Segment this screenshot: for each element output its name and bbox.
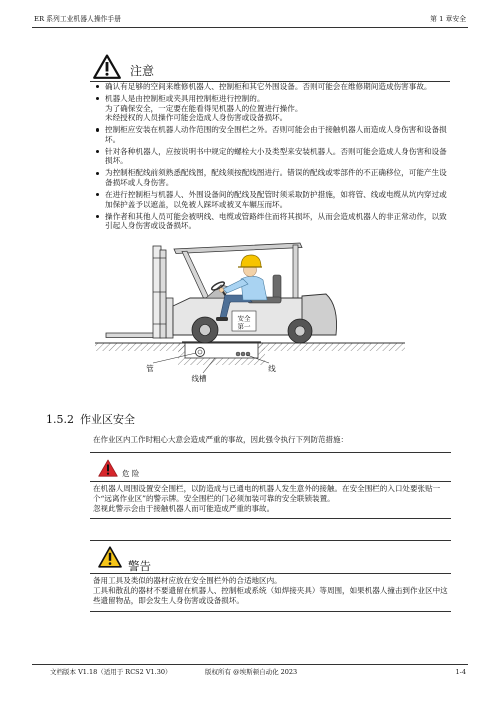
label-trench: 线槽 [191,374,207,383]
warning-bottom-rule [90,611,451,612]
danger-top-rule [90,452,451,453]
guard-rear-post [293,245,298,298]
list-item: 在进行控制柜与机器人、外围设备间的配线及配管时须采取防护措施，如将管、线或电缆从坑内穿过或加保护盖予以遮盖，以免被人踩坏或被叉车辗压而坏。 [95,190,450,209]
warning-title: 警告 [128,559,151,573]
footer-rule [32,664,468,665]
warning-paragraph: 工具和散乱的器材不要遗留在机器人、控制柜或系统（如焊接夹具）等周围，如果机器人撞击到作业区中这些遗留物品，即会发生人身伤害或设备损坏。 [93,586,448,605]
danger-paragraph: 在机器人周围设置安全围栏，以防造成与已通电的机器人发生意外的接触。在安全围栏的入口处要张贴一个“远离作业区”的警示牌。安全围栏的门必须加装可靠的安全联锁装置。 [93,484,441,503]
warning-triangle-icon [98,546,122,568]
driver-torso [241,276,267,300]
cable [236,352,240,356]
caution-list [95,82,450,233]
safety-sign-line2: 第一 [237,322,251,331]
footer-version: 文档版本 V1.18（适用于 RCS2 V1.30） [50,668,172,676]
list-item: 确认有足够的空间来维修机器人、控制柜和其它外围设备。否则可能会在维修期间造成伤害事故。 [95,82,450,92]
forklift-cable-illustration [90,236,410,388]
warning-text [93,576,450,606]
cable [241,352,245,356]
section-intro: 在作业区内工作时粗心大意会造成严重的事故，因此强令执行下列防范措施： [93,435,348,444]
safety-sign-line1: 安全 [237,314,251,323]
driver-shoes [216,317,228,321]
footer-page-number: 1-4 [455,668,466,676]
forklift [106,243,337,343]
running-header-chapter: 第 1 章安全 [430,15,466,23]
danger-text [93,484,450,514]
warning-title-rule [90,573,451,574]
list-item: 控制柜应安装在机器人动作范围的安全围栏之外。否则可能会由于接触机器人而造成人身伤害和设备损坏。 [95,125,450,144]
danger-title-rule [90,481,451,482]
list-item: 为控制柜配线前须熟悉配线图，配线须按配线图进行。错误的配线或零部件的不正确移位，可能产生设备损坏或人身伤害。 [95,168,450,187]
list-item: 针对各种机器人，应按说明书中规定的螺栓大小及类型来安装机器人。否则可能会造成人身伤害和设备损坏。 [95,147,450,166]
section-title: 作业区安全 [80,413,135,426]
running-header-title: ER 系列工业机器人操作手册 [34,15,122,23]
danger-triangle-icon [98,459,118,477]
fork-carriage [166,298,173,338]
list-item: 机器人是由控制柜或夹具用控制柜进行控制的。 为了确保安全，一定要在能看得见机器人的位置进行操作。 未经授权的人员操作可能会造成人身伤害或设备损坏。 [95,94,450,123]
header-rule [32,27,468,28]
driver-hand [219,288,223,292]
caution-title: 注意 [130,64,155,78]
label-cable: 线 [268,364,276,373]
caution-triangle-icon [93,54,121,79]
danger-bottom-rule [90,518,451,519]
hard-hat-icon [241,255,261,267]
guard-front-post [182,251,209,298]
warning-paragraph: 备用工具及类似的器材应放在安全围栏外的合适地区内。 [93,576,282,585]
overhead-guard [174,243,302,254]
mast-inner-rail [160,250,166,338]
footer-copyright: 版权所有 @埃斯顿自动化 2023 [205,668,298,676]
danger-paragraph: 忽视此警示会由于接触机器人而可能造成严重的事故。 [93,504,275,513]
pipe [196,348,205,357]
list-item: 操作者和其他人员可能会被明线、电缆或管路绊住而将其损坏，从而会造成机器人的非正常动作，以致引起人身伤害或设备损坏。 [95,212,450,231]
warning-top-rule [90,540,451,541]
section-number: 1.5.2 [46,413,74,426]
danger-title: 危 险 [122,469,140,478]
label-pipe: 管 [146,364,154,373]
section-heading [46,413,135,427]
